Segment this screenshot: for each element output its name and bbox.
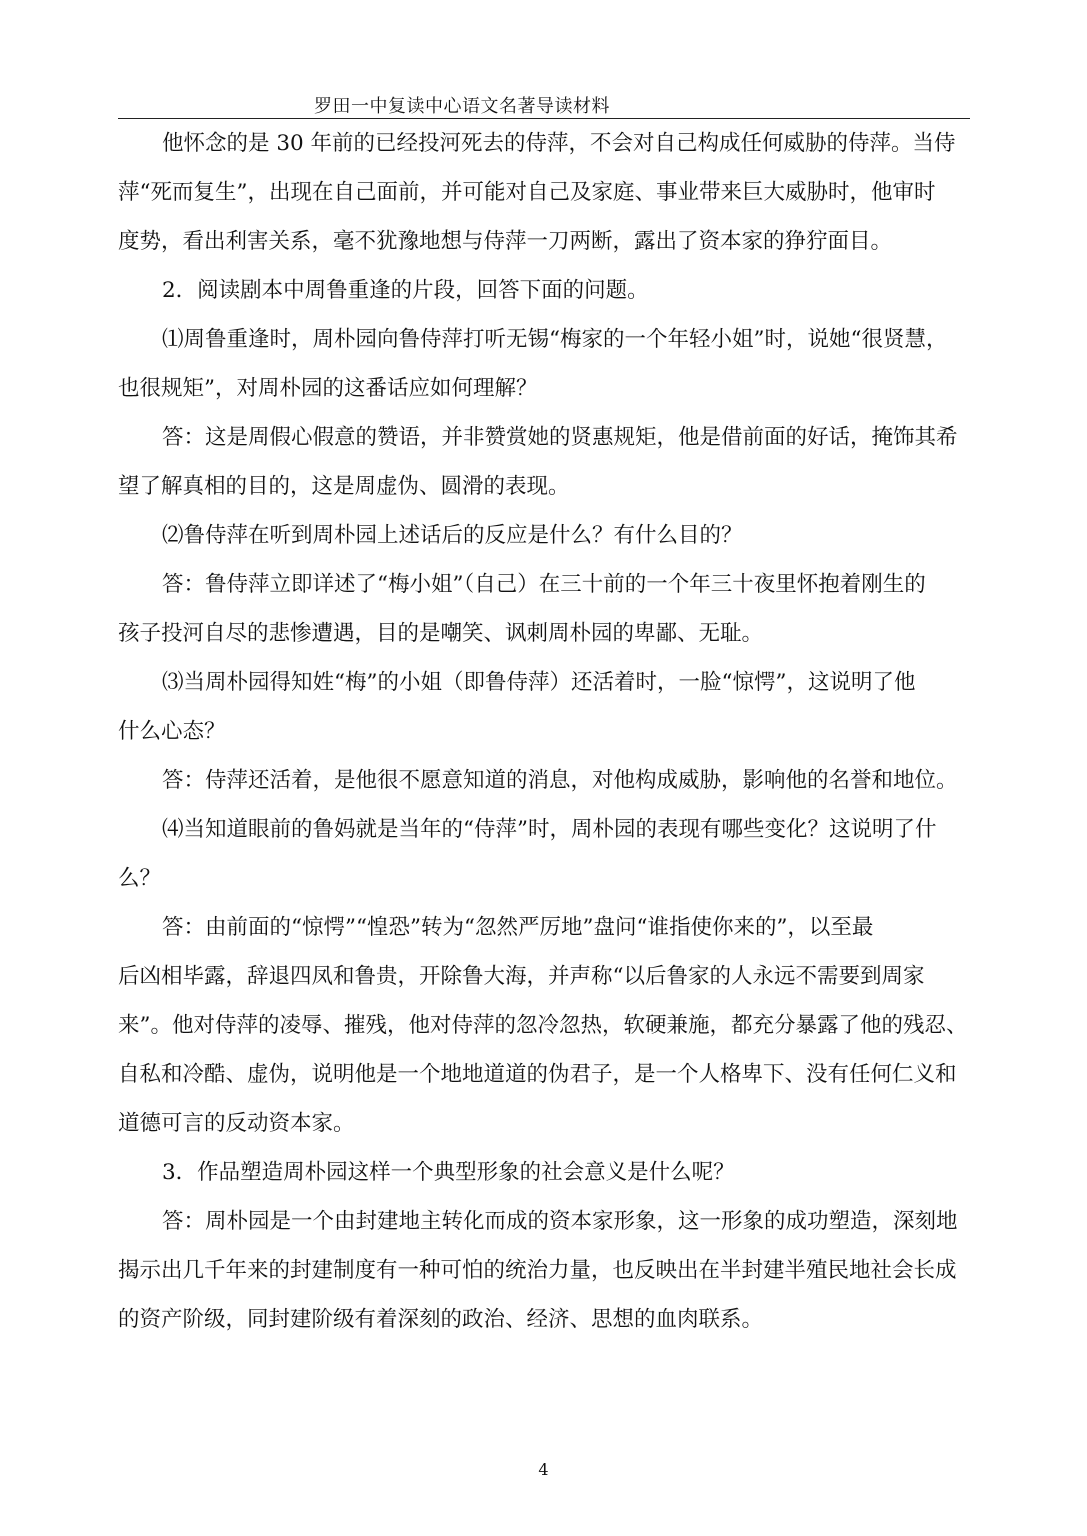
text-line: 答：这是周假心假意的赞语，并非赞赏她的贤惠规矩，他是借前面的好话，掩饰其希 [162, 425, 958, 450]
text-line: 孩子投河自尽的悲惨遭遇，目的是嘲笑、讽刺周朴园的卑鄙、无耻。 [118, 621, 764, 646]
text-line: ⑷当知道眼前的鲁妈就是当年的“侍萍”时，周朴园的表现有哪些变化？这说明了什 [162, 817, 937, 842]
text-line: ⑴周鲁重逢时，周朴园向鲁侍萍打听无锡“梅家的一个年轻小姐”时，说她“很贤慧， [162, 327, 948, 352]
text-line: ⑶当周朴园得知姓“梅”的小姐（即鲁侍萍）还活着时，一脸“惊愕”，这说明了他 [162, 670, 916, 695]
text-line: ⑵鲁侍萍在听到周朴园上述话后的反应是什么？有什么目的？ [162, 523, 743, 548]
text-line: 答：由前面的“惊愕”“惶恐”转为“忽然严厉地”盘问“谁指使你来的”，以至最 [162, 915, 874, 940]
text-line: 他怀念的是 30 年前的已经投河死去的侍萍，不会对自己构成任何威胁的侍萍。当侍 [162, 131, 956, 156]
text-line: 来”。他对侍萍的凌辱、摧残，他对侍萍的忽冷忽热，软硬兼施，都充分暴露了他的残忍、 [118, 1013, 968, 1038]
page-header [118, 86, 970, 119]
text-line: 度势，看出利害关系，毫不犹豫地想与侍萍一刀两断，露出了资本家的狰狞面目。 [118, 229, 893, 254]
text-line: 答：侍萍还活着，是他很不愿意知道的消息，对他构成威胁，影响他的名誉和地位。 [162, 768, 958, 793]
text-line: 3．作品塑造周朴园这样一个典型形象的社会意义是什么呢？ [162, 1160, 735, 1185]
text-line: 答：周朴园是一个由封建地主转化而成的资本家形象，这一形象的成功塑造，深刻地 [162, 1209, 958, 1234]
text-line: 2．阅读剧本中周鲁重逢的片段，回答下面的问题。 [162, 278, 649, 303]
text-line: 也很规矩”，对周朴园的这番话应如何理解？ [118, 376, 538, 401]
text-line: 的资产阶级，同封建阶级有着深刻的政治、经济、思想的血肉联系。 [118, 1307, 764, 1332]
page-number: 4 [538, 1460, 549, 1479]
text-line: 自私和冷酷、虚伪，说明他是一个地地道道的伪君子，是一个人格卑下、没有任何仁义和 [118, 1062, 957, 1087]
header-title: 罗田一中复读中心语文名著导读材料 [314, 96, 610, 117]
text-line: 萍“死而复生”，出现在自己面前，并可能对自己及家庭、事业带来巨大威胁时，他审时 [118, 180, 936, 205]
text-line: 揭示出几千年来的封建制度有一种可怕的统治力量，也反映出在半封建半殖民地社会长成 [118, 1258, 957, 1283]
text-line: 望了解真相的目的，这是周虚伪、圆滑的表现。 [118, 474, 570, 499]
text-line: 答：鲁侍萍立即详述了“梅小姐”（自己）在三十前的一个年三十夜里怀抱着刚生的 [162, 572, 926, 597]
text-line: 后凶相毕露，辞退四凤和鲁贵，开除鲁大海，并声称“以后鲁家的人永远不需要到周家 [118, 964, 925, 989]
text-line: 什么心态？ [118, 719, 226, 744]
text-line: 么？ [118, 866, 162, 891]
text-line: 道德可言的反动资本家。 [118, 1111, 355, 1136]
